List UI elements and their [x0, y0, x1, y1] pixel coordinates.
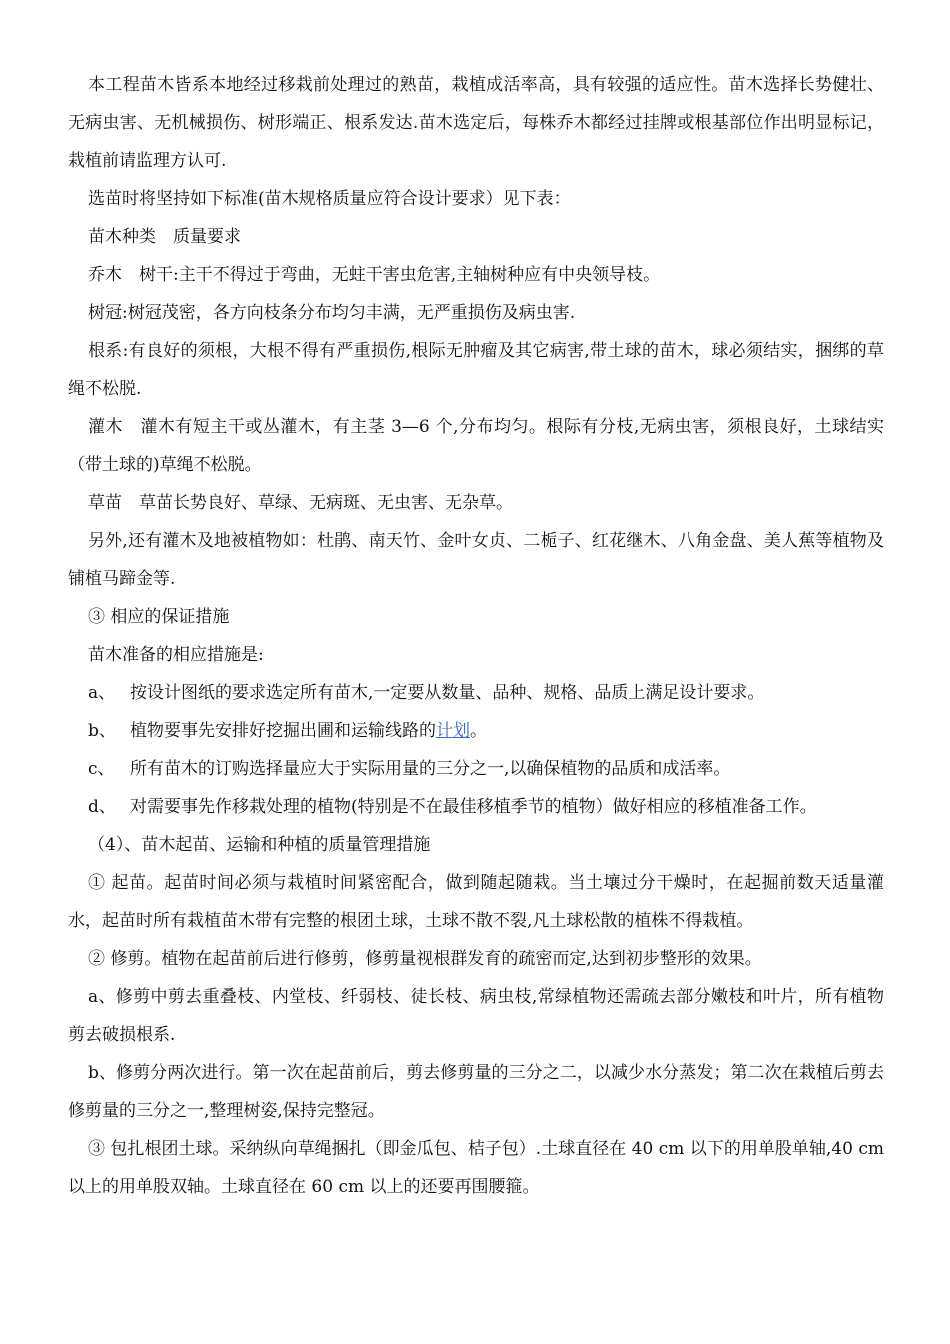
paragraph-root-system: 根系:有良好的须根，大根不得有严重损伤,根际无肿瘤及其它病害,带土球的苗木，球必须结实，捆绑的草绳不松脱. [68, 341, 884, 399]
list-item-text-end: 。 [470, 721, 487, 741]
paragraph-seedling-source: 本工程苗木皆系本地经过移栽前处理过的熟苗，栽植成活率高，具有较强的适应性。苗木选择长势健壮、无病虫害、无机械损伤、树形端正、根系发达.苗木选定后，每株乔木都经过挂牌或根基部位作出明显标记，栽植前请监理方认可. [68, 75, 884, 171]
list-item [68, 712, 884, 750]
paragraph-grass: 草苗 草苗长势良好、草绿、无病斑、无虫害、无杂草。 [88, 493, 513, 513]
paragraph-pruning-b: b、修剪分两次进行。第一次在起苗前后，剪去修剪量的三分之二，以减少水分蒸发；第二次在栽植后剪去修剪量的三分之一,整理树姿,保持完整冠。 [68, 1063, 884, 1121]
paragraph-lifting: ① 起苗。起苗时间必须与栽植时间紧密配合，做到随起随栽。当土壤过分干燥时，在起掘前数天适量灌水，起苗时所有栽植苗木带有完整的根团土球，土球不散不裂,凡土球松散的植株不得栽植。 [68, 873, 884, 931]
paragraph-tree-crown: 树冠:树冠茂密，各方向枝条分布均匀丰满，无严重损伤及病虫害. [88, 303, 576, 323]
plan-link[interactable]: 计划 [436, 721, 470, 741]
paragraph-pruning: ② 修剪。植物在起苗前后进行修剪，修剪量视根群发育的疏密而定,达到初步整形的效果。 [88, 949, 762, 969]
paragraph-other-plants: 另外,还有灌木及地被植物如：杜鹃、南天竹、金叶女贞、二栀子、红花继木、八角金盘、美人蕉等植物及铺植马蹄金等. [68, 531, 884, 589]
list-item-text: 对需要事先作移栽处理的植物(特别是不在最佳移植季节的植物）做好相应的移植准备工作。 [130, 797, 817, 817]
paragraph-pruning-a: a、修剪中剪去重叠枝、内堂枝、纤弱枝、徒长枝、病虫枝,常绿植物还需疏去部分嫩枝和叶片，所有植物剪去破损根系. [68, 987, 884, 1045]
list-marker: d、 [88, 797, 116, 817]
list-marker: b、 [88, 721, 116, 741]
paragraph-measures-intro: 苗木准备的相应措施是: [88, 645, 264, 665]
paragraph-selection-standard: 选苗时将坚持如下标准(苗木规格质量应符合设计要求）见下表： [88, 189, 571, 209]
list-item [68, 750, 884, 788]
list-item-text: 所有苗木的订购选择量应大于实际用量的三分之一,以确保植物的品质和成活率。 [130, 759, 731, 779]
paragraph-table-header: 苗木种类 质量要求 [88, 227, 241, 247]
paragraph-tree-trunk: 乔木 树干:主干不得过于弯曲，无蛀干害虫危害,主轴树种应有中央领导枝。 [88, 265, 661, 285]
list-marker: c、 [88, 759, 115, 779]
paragraph-guarantee-heading: ③ 相应的保证措施 [88, 607, 230, 627]
paragraph-section-4-heading: （4）、苗木起苗、运输和种植的质量管理措施 [88, 835, 431, 855]
list-item [68, 788, 884, 826]
list-item-text: 按设计图纸的要求选定所有苗木,一定要从数量、品种、规格、品质上满足设计要求。 [130, 683, 765, 703]
document-page [68, 66, 884, 1206]
list-item [68, 674, 884, 712]
list-marker: a、 [88, 683, 116, 703]
paragraph-root-ball-wrapping: ③ 包扎根团土球。采纳纵向草绳捆扎（即金瓜包、桔子包）.土球直径在 40 cm 以下的用单股单轴,40 cm 以上的用单股双轴。土球直径在 60 cm 以上的还要再围腰箍。 [68, 1139, 884, 1197]
list-item-text: 植物要事先安排好挖掘出圃和运输线路的 [130, 721, 436, 741]
paragraph-shrub: 灌木 灌木有短主干或丛灌木，有主茎 3—6 个,分布均匀。根际有分枝,无病虫害，须根良好，土球结实（带土球的)草绳不松脱。 [68, 417, 884, 475]
